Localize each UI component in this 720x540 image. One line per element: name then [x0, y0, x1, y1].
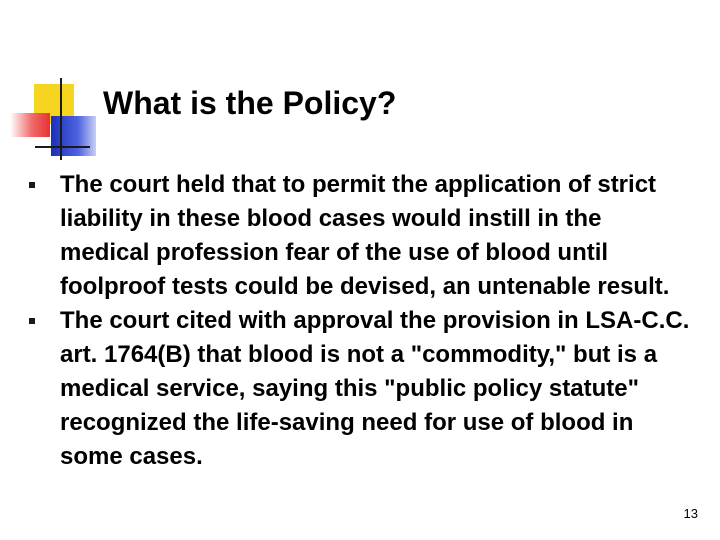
square-bullet-icon — [29, 318, 35, 324]
square-bullet-icon — [29, 182, 35, 188]
slide-logo — [0, 0, 100, 170]
logo-red-square — [10, 113, 50, 137]
bullet-list — [56, 168, 696, 474]
slide-title: What is the Policy? — [103, 85, 397, 121]
bullet-item-1 — [56, 168, 696, 304]
page-number: 13 — [683, 506, 698, 521]
bullet-item-2 — [56, 304, 696, 474]
bullet-text-2: The court cited with approval the provision in LSA-C.C. art. 1764(B) that blood is not a "commodity," but is a medical service, saying this "public policy statute" recognized the life-saving need for use of blood in some cases. — [60, 307, 690, 470]
bullet-text-1: The court held that to permit the application of strict liability in these blood cases would instill in the medical profession fear of the use of blood until foolproof tests could be devised, an untenable result. — [60, 171, 670, 300]
logo-horizontal-line — [35, 146, 90, 148]
logo-blue-square — [51, 116, 96, 156]
